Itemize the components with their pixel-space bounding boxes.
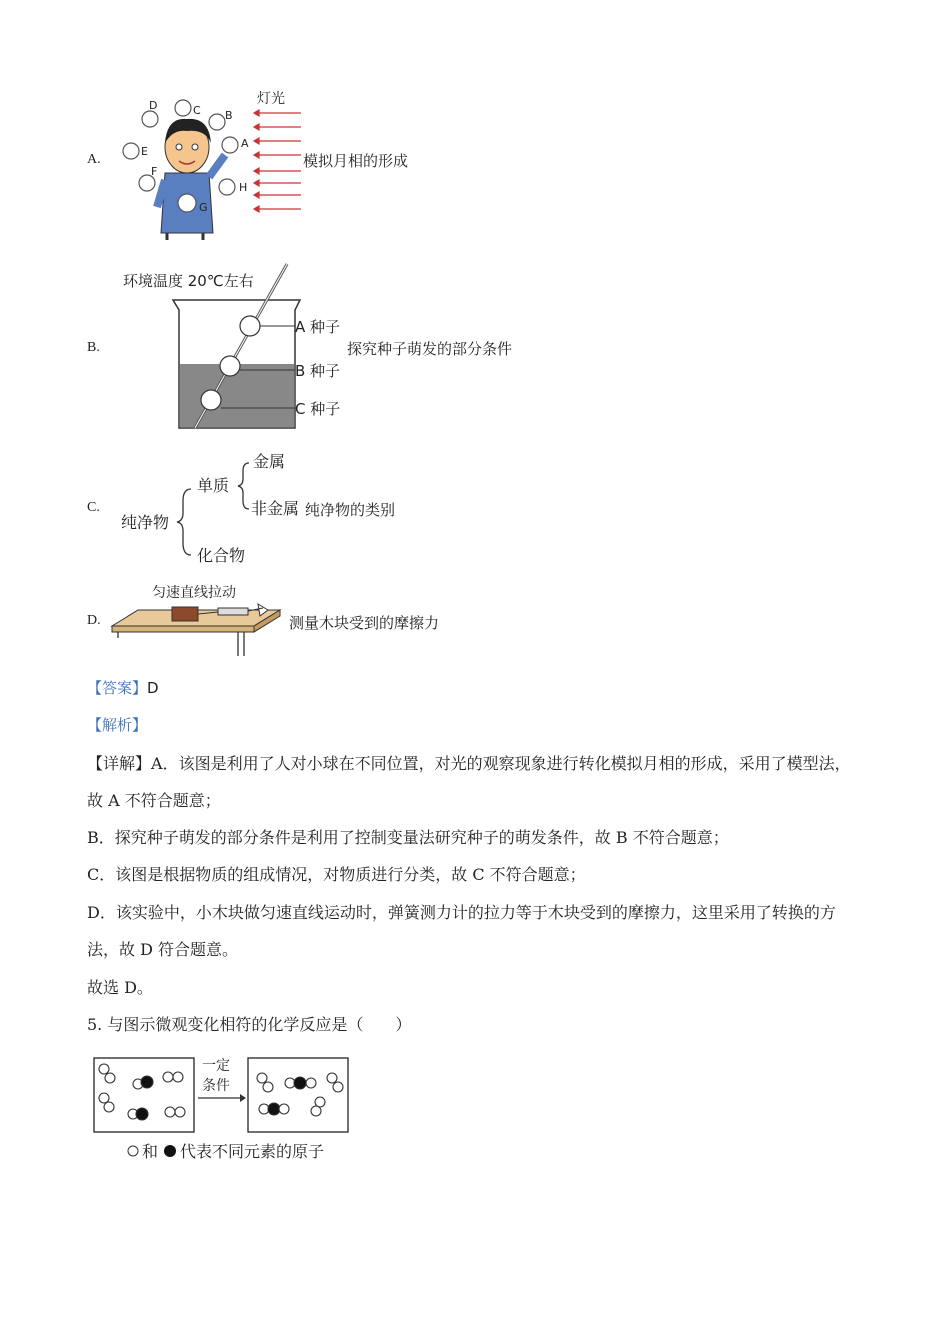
detail-line-7: 故选 D。 — [87, 978, 153, 997]
temp-label: 环境温度 20℃左右 — [123, 272, 254, 290]
ball-e — [123, 143, 139, 159]
wood-block — [172, 607, 198, 621]
option-a-letter: A. — [87, 152, 101, 167]
detail-line-6: 法，故 D 符合题意。 — [87, 940, 239, 959]
spring-scale — [218, 608, 248, 615]
ball-label-g: G — [199, 201, 208, 214]
legend-filled-atom — [164, 1145, 176, 1157]
elemental-label: 单质 — [197, 476, 230, 495]
detail-line-5: D．该实验中，小木块做匀速直线运动时，弹簧测力计的拉力等于木块受到的摩擦力，这里采用了转换的方 — [87, 903, 836, 922]
legend-open-atom — [128, 1146, 138, 1156]
nonmetal-label: 非金属 — [251, 499, 300, 518]
substance-classification-figure — [115, 445, 305, 570]
ball-label-h: H — [239, 181, 248, 194]
ball-d — [142, 111, 158, 127]
ball-label-e: E — [141, 145, 148, 158]
seed-b — [220, 356, 240, 376]
friction-experiment-figure — [108, 580, 293, 660]
seed-a — [240, 316, 260, 336]
seed-germination-figure — [115, 262, 350, 434]
analysis-tag: 【解析】 — [87, 716, 148, 734]
light-label: 灯光 — [257, 91, 285, 107]
ball-label-d: D — [149, 99, 158, 112]
ball-g — [178, 194, 196, 212]
detail-line-3: B．探究种子萌发的部分条件是利用了控制变量法研究种子的萌发条件，故 B 不符合题意； — [87, 828, 729, 847]
detail-line-1: 【详解】A．该图是利用了人对小球在不同位置，对光的观察现象进行转化模拟月相的形成，采用了模型法， — [87, 754, 851, 773]
legend-text: 代表不同元素的原子 — [180, 1142, 325, 1161]
boy-icon — [157, 119, 225, 240]
ball-h — [219, 179, 235, 195]
ball-c — [175, 100, 191, 116]
ball-label-c: C — [193, 104, 201, 117]
option-d-letter: D. — [87, 613, 101, 628]
legend-and: 和 — [142, 1142, 159, 1161]
micro-reaction-figure — [90, 1050, 355, 1165]
option-b-caption: 探究种子萌发的部分条件 — [347, 340, 513, 358]
condition-line-1: 一定 — [202, 1058, 230, 1074]
question-5-stem: 5. 与图示微观变化相符的化学反应是（ ） — [87, 1015, 412, 1034]
products-box — [248, 1058, 348, 1132]
option-c-caption: 纯净物的类别 — [305, 501, 396, 519]
brace-elemental — [238, 463, 249, 509]
detail-line-2: 故 A 不符合题意； — [87, 791, 221, 810]
ball-b — [209, 114, 225, 130]
answer-value: D — [147, 679, 159, 697]
option-b-letter: B. — [87, 340, 100, 355]
option-d-caption: 测量木块受到的摩擦力 — [289, 614, 440, 632]
condition-line-2: 条件 — [202, 1078, 230, 1094]
moon-phase-figure — [115, 85, 305, 240]
seed-b-label: B 种子 — [295, 362, 341, 380]
metal-label: 金属 — [253, 452, 286, 471]
detail-tag: 【详解】 — [87, 754, 152, 773]
ball-label-b: B — [225, 109, 233, 122]
option-a-caption: 模拟月相的形成 — [303, 152, 409, 170]
ball-label-a: A — [241, 137, 249, 150]
option-c-letter: C. — [87, 500, 100, 515]
seed-c-label: C 种子 — [295, 400, 341, 418]
root-label: 纯净物 — [121, 513, 170, 532]
detail-line-4: C．该图是根据物质的组成情况，对物质进行分类，故 C 不符合题意； — [87, 865, 586, 884]
ball-a — [222, 137, 238, 153]
seed-c — [201, 390, 221, 410]
pull-title: 匀速直线拉动 — [152, 585, 236, 601]
brace-main — [177, 489, 191, 555]
ball-label-f: F — [151, 165, 158, 178]
compound-label: 化合物 — [197, 546, 246, 565]
answer-tag: 【答案】 — [87, 679, 148, 697]
seed-a-label: A 种子 — [295, 318, 341, 336]
light-arrows — [254, 110, 301, 212]
